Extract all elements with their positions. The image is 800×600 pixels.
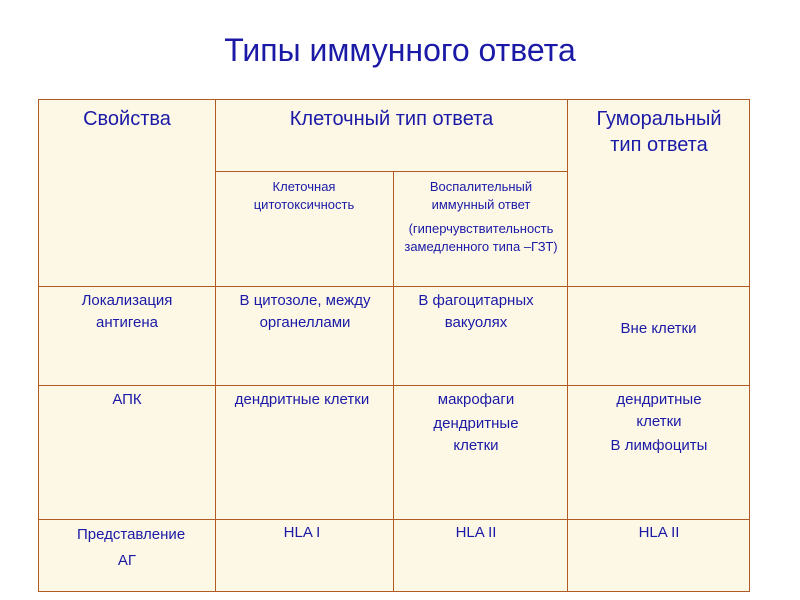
header-inflammatory [395,178,567,256]
header-cytotoxic: Клеточная цитотоксичность [253,179,355,212]
row2-humoral-value [574,389,744,457]
row2-inflammatory-line2: дендритные клетки [433,415,519,454]
row2-humoral-line2: В лимфоциты [610,437,708,454]
grid-line [39,519,749,520]
immune-response-table [38,99,750,592]
row1-inflammatory-value: В фагоцитарных вакуолях [418,292,534,331]
row-label-apk: АПК [112,391,142,408]
grid-line [39,385,749,386]
row3-cytotoxic-value: HLA I [283,524,321,541]
row1-humoral-value: Вне клетки [620,320,697,337]
row-label-presentation: Представление АГ [77,526,186,569]
grid-line [567,100,568,591]
row-label-localization: Локализация антигена [81,292,173,331]
header-cellular: Клеточный тип ответа [289,108,494,130]
grid-line [215,171,567,172]
row2-humoral-line1: дендритные клетки [616,391,702,430]
grid-line [215,100,216,591]
row2-cytotoxic-value: дендритные клетки [234,391,370,408]
row2-inflammatory-line1: макрофаги [437,391,515,408]
header-inflammatory-title: Воспалительный иммунный ответ [429,179,533,212]
row3-inflammatory-value: HLA II [455,524,497,541]
row1-cytotoxic-value: В цитозоле, между органеллами [239,292,371,331]
header-inflammatory-note: (гиперчувствительность замедленного типа –ГЗТ) [404,221,558,254]
row2-inflammatory-value [401,389,551,457]
header-humoral: Гуморальный тип ответа [596,108,722,156]
grid-line [393,171,394,591]
header-properties: Свойства [83,108,171,130]
row3-humoral-value: HLA II [638,524,680,541]
slide-title: Типы иммунного ответа [224,32,576,68]
grid-line [39,286,749,287]
